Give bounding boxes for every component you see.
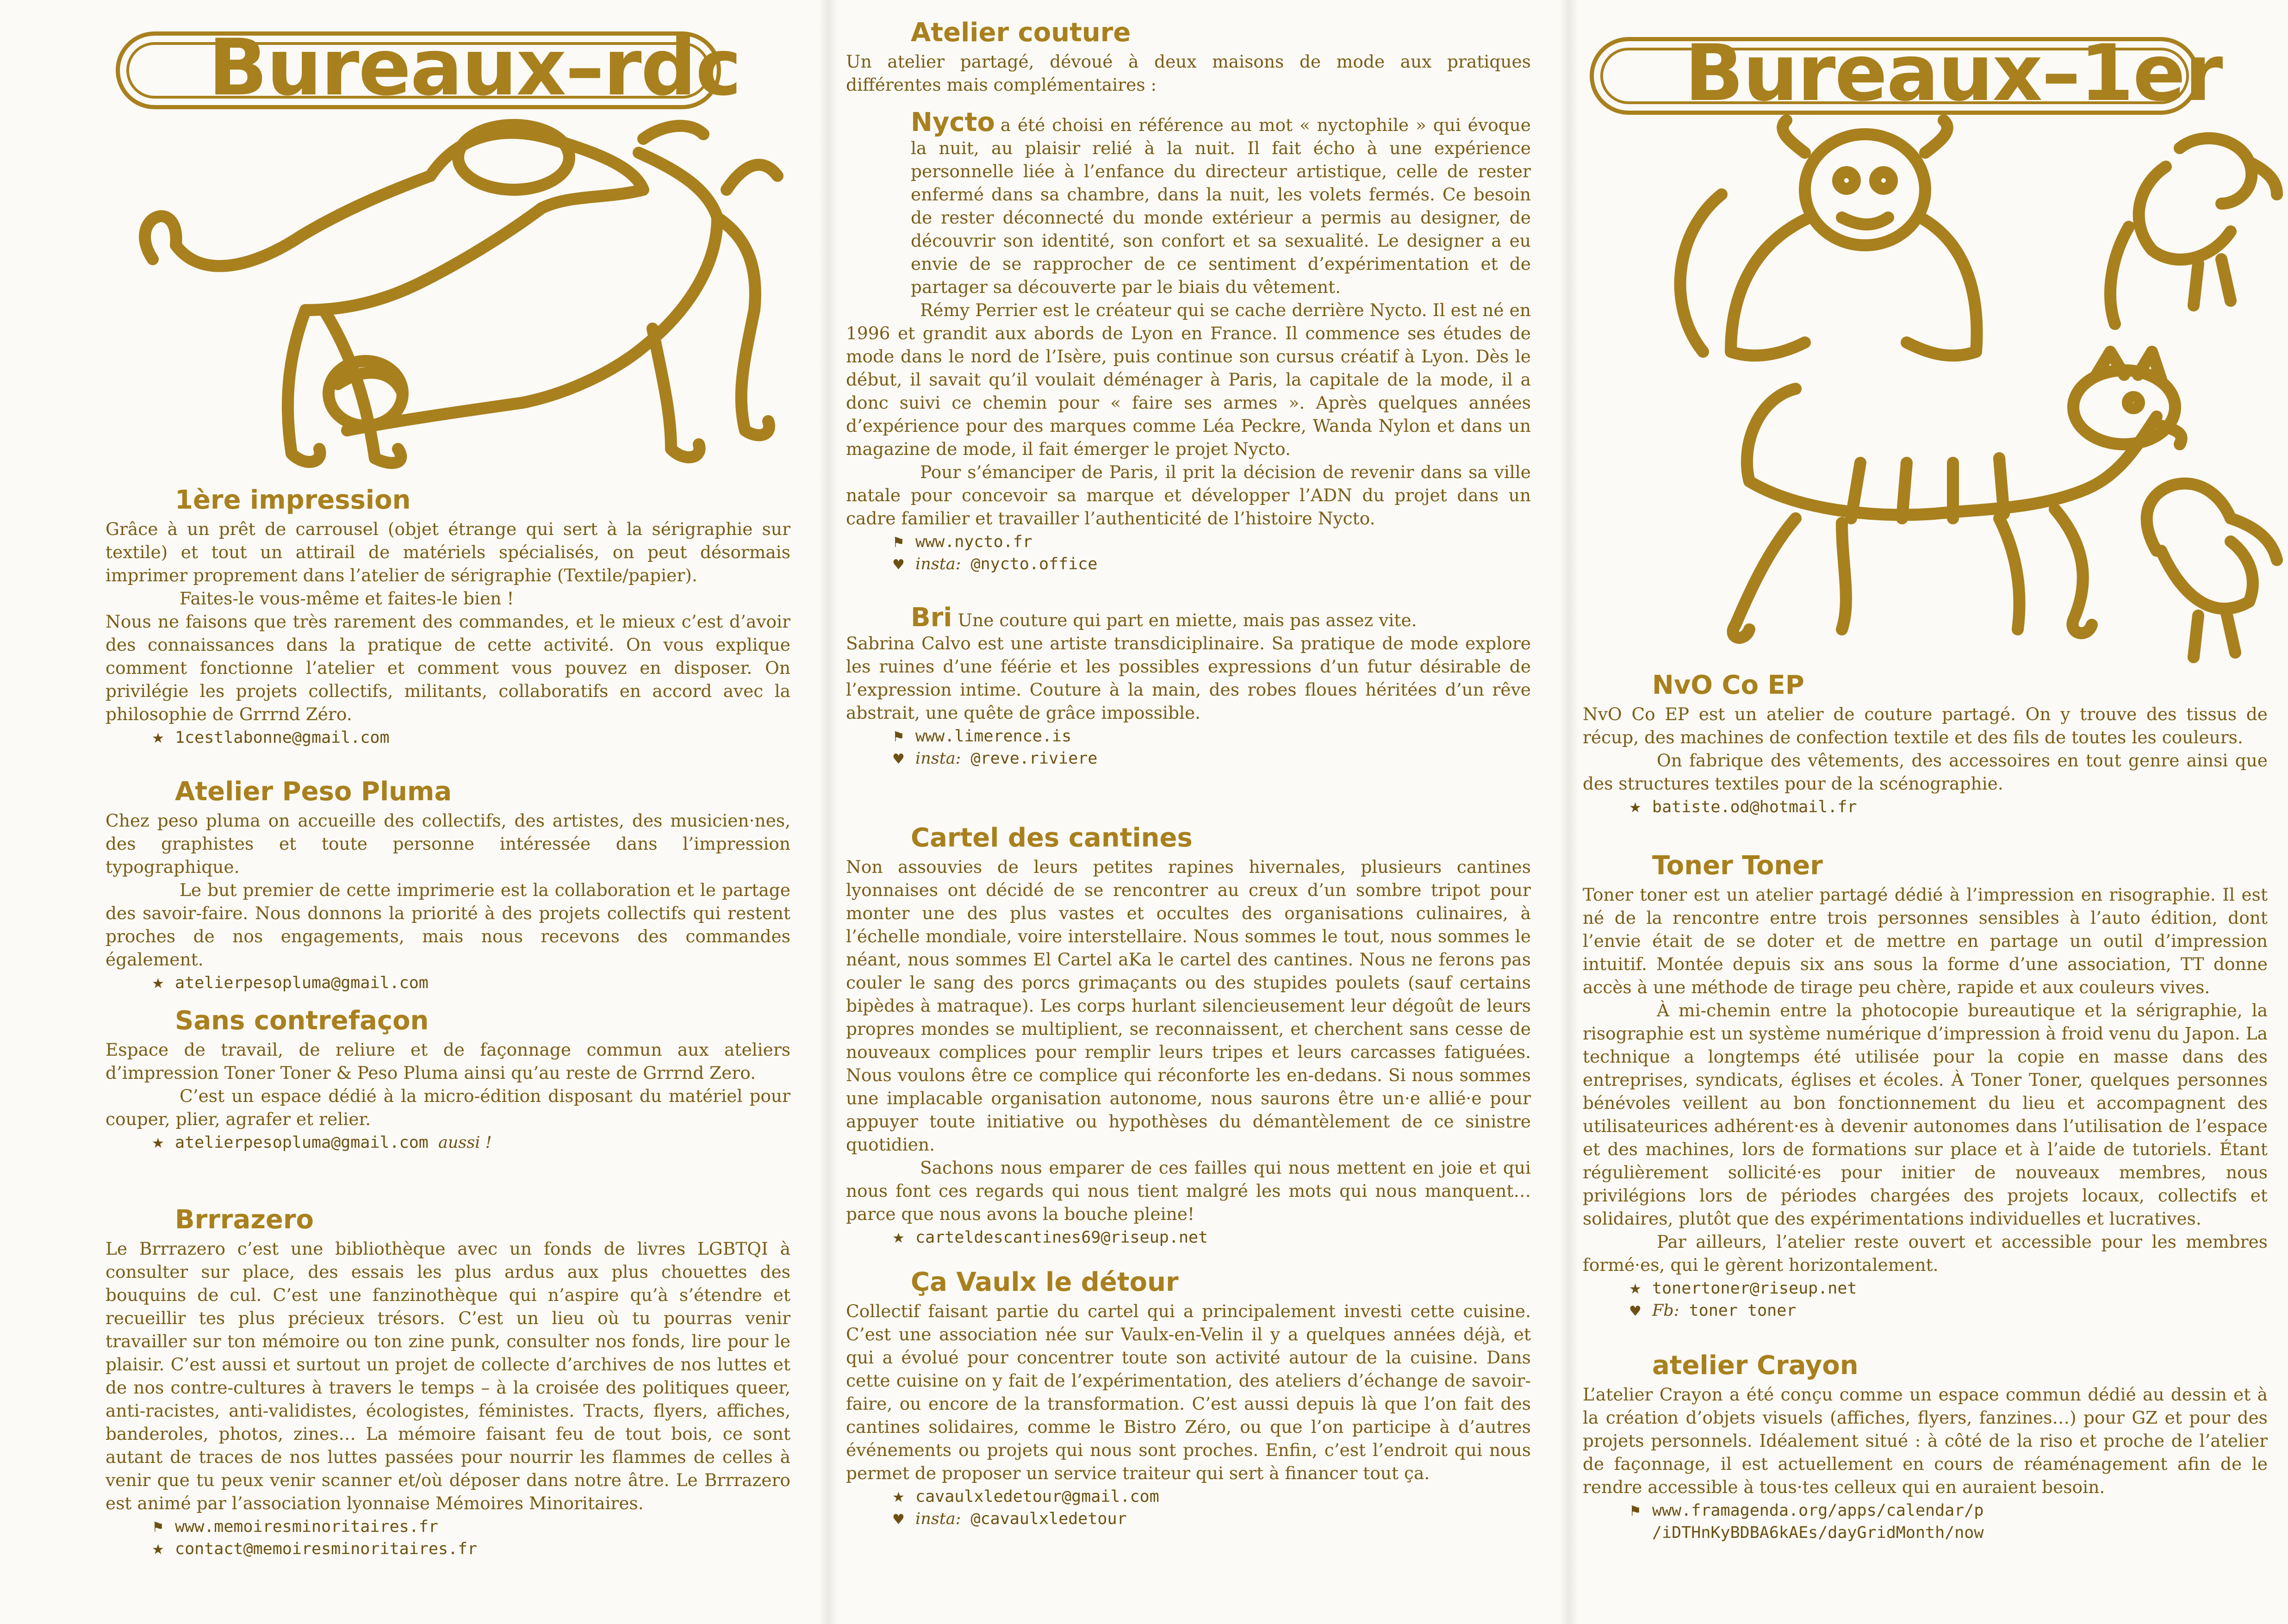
text-nvo-2: On fabrique des vêtements, des accessoires en tout genre ainsi que des structures textiles pour de la scénographie. bbox=[1583, 750, 2268, 794]
text-atelier-couture-intro: Un atelier partagé, dévoué à deux maisons de mode aux pratiques différentes mais complémentaires : bbox=[846, 51, 1531, 95]
star-icon: ★ bbox=[152, 1135, 164, 1151]
section-brrrazero bbox=[106, 1206, 790, 1562]
heading-peso-pluma: Atelier Peso Pluma bbox=[175, 777, 452, 807]
text-nycto-2: Rémy Perrier est le créateur qui se cache derrière Nycto. Il est né en 1996 et grandit aux abords de Lyon en France. Il commence ses études de mode dans le nord de l’Isère, puis continue son cursus créatif à Lyon. Dès le début, il savait qu’il voulait déménager à Paris, la capitale de la mode, il a donc suivi ce chemin pour « faire ses armes ». Après quelques années d’expérience pour des marques comme Léa Peckre, Wanda Nylon et dans un magazine de mode, il fait émerger le projet Nycto. bbox=[846, 300, 1531, 459]
contact-toner[interactable]: ★ tonertoner@riseup.net bbox=[1583, 1276, 2268, 1301]
heart-icon: ♥ bbox=[1629, 1303, 1641, 1319]
star-icon: ★ bbox=[892, 1230, 905, 1246]
heading-1ere-impression: 1ère impression bbox=[175, 485, 411, 515]
text-1ere-impression-2: Faites-le vous-même et faites-le bien ! bbox=[180, 588, 514, 609]
text-1ere-impression-1: Grâce à un prêt de carrousel (objet étrange qui sert à la sérigraphie sur textile) et tout un attirail de matériels spécialisés, on peut désormais imprimer proprement dans l’atelier de sérigraphie (Textile/papier). bbox=[106, 518, 790, 585]
link-brrrazero-web[interactable]: ⚑ www.memoiresminoritaires.fr bbox=[106, 1515, 790, 1540]
contact-sans-contrefacon[interactable]: ★ atelierpesopluma@gmail.com aussi ! bbox=[106, 1131, 790, 1156]
heading-atelier-crayon: atelier Crayon bbox=[1652, 1350, 1859, 1381]
section-nycto bbox=[846, 107, 1531, 577]
link-toner-fb[interactable]: ♥ Fb: toner toner bbox=[1583, 1299, 2268, 1324]
contact-brrrazero[interactable]: ★ contact@memoiresminoritaires.fr bbox=[106, 1537, 790, 1562]
link-ca-vaulx-insta[interactable]: ♥ insta: @cavaulxledetour bbox=[846, 1507, 1531, 1532]
text-cartel-1: Non assouvies de leurs petites rapines hivernales, plusieurs cantines lyonnaises ont décidé de se rencontrer au creux d’un sombre tripot pour monter une des plus vastes et occultes des organisations culinaires, à l’échelle mondiale, voire interstellaire. Nous sommes le tout, nous sommes le néant, nous sommes El Cartel aKa le cartel des cantines. Nous ne ferons pas couler le sang des porcs grimaçants ou des stupides poulets (sauf certains bipèdes à matraque). Les corps hurlant silencieusement leur dégoût de leurs propres mondes se multiplient, se reconnaissent, et cherchent sans cesse de nouveaux complices pour remplir leurs tripes et leurs carcasses fatiguées. Nous voulons être ce complice qui réconforte les en-dedans. Si nous sommes une implacable organisation autonome, nous saurons être un·e allié·e pour appuyer toute initiative ou hypothèses du démantèlement de ce sinistre quotidien. bbox=[846, 856, 1531, 1155]
contact-nvo[interactable]: ★ batiste.od@hotmail.fr bbox=[1583, 795, 2268, 820]
text-nvo-1: NvO Co EP est un atelier de couture partagé. On y trouve des tissus de récup, des machines de confection textile et des fils de toutes les couleurs. bbox=[1583, 703, 2268, 747]
panel-title-right: Bureaux–1er bbox=[1685, 28, 2222, 118]
contact-1ere-impression[interactable]: ★ 1cestlabonne@gmail.com bbox=[106, 726, 790, 751]
flag-icon: ⚑ bbox=[1629, 1503, 1641, 1519]
flag-icon: ⚑ bbox=[152, 1519, 164, 1536]
link-bri-insta[interactable]: ♥ insta: @reve.riviere bbox=[846, 747, 1531, 772]
bulldog-cat-birds-illustration bbox=[1583, 111, 2286, 699]
heading-brrrazero: Brrrazero bbox=[175, 1205, 314, 1235]
heading-sans-contrefacon: Sans contrefaçon bbox=[175, 1006, 429, 1036]
text-toner-1: Toner toner est un atelier partagé dédié à l’impression en risographie. Il est né de la rencontre entre trois personnes sensibles à l’auto édition, dont l’envie était de se doter et de mettre en partage un outil d’impression intuitif. Montée depuis six ans sous la forme d’une association, TT donne accès à une méthode de tirage peu chère, rapide et aux couleurs vives. bbox=[1583, 884, 2268, 997]
section-sans-contrefacon bbox=[106, 1007, 790, 1156]
heart-icon: ♥ bbox=[892, 1511, 905, 1528]
section-cartel-des-cantines bbox=[846, 824, 1531, 1251]
link-crayon-calendar-2[interactable]: /iDTHnKyBDBA6kAEs/dayGridMonth/now bbox=[1652, 1523, 1984, 1542]
section-ca-vaulx-le-detour bbox=[846, 1268, 1531, 1532]
section-1ere-impression bbox=[106, 486, 790, 751]
link-nycto-web[interactable]: ⚑ www.nycto.fr bbox=[846, 530, 1531, 555]
link-crayon-calendar-1[interactable]: ⚑ www.framagenda.org/apps/calendar/p bbox=[1583, 1499, 2268, 1524]
section-atelier-couture bbox=[846, 19, 1531, 96]
text-nycto-1: Nycto a été choisi en référence au mot « nyctophile » qui évoque la nuit, au plaisir relié à la nuit. Il fait écho à une expérience personnelle liée à l’enfance du directeur artistique, celle de rester enfermé dans sa chambre, dans la nuit, les volets fermés. Ce besoin de rester déconnecté du monde extérieur a permis au designer, de découvrir son identité, son confort et sa sexualité. Le designer a eu envie de se rapprocher de ce sentiment d’expérimentation et de partager sa découverte par le biais du vêtement. bbox=[911, 107, 1531, 297]
text-cartel-2: Sachons nous emparer de ces failles qui nous mettent en joie et qui nous font ces regards qui nous tient malgré les mots qui nous manquent… parce que nous avons la bouche pleine! bbox=[846, 1157, 1531, 1224]
star-icon: ★ bbox=[152, 975, 164, 992]
link-bri-web[interactable]: ⚑ www.limerence.is bbox=[846, 724, 1531, 749]
section-peso-pluma bbox=[106, 778, 790, 996]
heart-icon: ♥ bbox=[892, 751, 905, 767]
dogs-illustration bbox=[106, 69, 791, 486]
text-toner-2: À mi-chemin entre la photocopie bureautique et la sérigraphie, la risographie est un système numérique d’impression à froid venu du Japon. La technique a longtemps été utilisée pour la copie en masse dans des entreprises, syndicats, églises et écoles. À Toner Toner, quelques personnes bénévoles veillent au bon fonctionnement du lieu et accompagnent des utilisateurices adhérent·es à devenir autonomes dans l’utilisation de l’espace et des machines, lors de formations sur place et à l’aide de tutoriels. Étant régulièrement sollicité·es pour initier de nouveaux membres, nous privilégions lors de périodes chargées des projets locaux, collectifs et solidaires, plutôt que des expérimentations individuelles et lucratives. bbox=[1583, 1000, 2268, 1229]
star-icon: ★ bbox=[1629, 1281, 1641, 1297]
heading-nvo-co-ep: NvO Co EP bbox=[1652, 670, 1804, 700]
text-nycto-3: Pour s’émanciper de Paris, il prit la décision de revenir dans sa ville natale pour concevoir sa marque et développer l’ADN du projet dans un cadre familier et travailler l’authenticité de l’histoire Nycto. bbox=[846, 462, 1531, 529]
section-bri bbox=[846, 603, 1531, 772]
text-crayon: L’atelier Crayon a été conçu comme un espace commun dédié au dessin et à la création d’objets visuels (affiches, flyers, fanzines…) pour GZ et pour des projets personnels. Idéalement situé : à côté de la riso et proche de l’atelier de façonnage, il est actuellement en cours de réaménagement afin de le rendre accessible à tous·tes celleux qui en auraient besoin. bbox=[1583, 1384, 2268, 1497]
star-icon: ★ bbox=[1629, 799, 1641, 816]
text-peso-pluma-1: Chez peso pluma on accueille des collectifs, des artistes, des musicien·nes, des graphistes et toute personne intéressée dans l’impression typographique. bbox=[106, 810, 790, 877]
name-bri: Bri bbox=[911, 603, 952, 633]
section-toner-toner bbox=[1583, 852, 2268, 1324]
flag-icon: ⚑ bbox=[892, 535, 905, 551]
text-bri-tagline: Bri Une couture qui part en miette, mais pas assez vite. bbox=[911, 603, 1417, 633]
heart-icon: ♥ bbox=[892, 557, 905, 573]
contact-ca-vaulx[interactable]: ★ cavaulxledetour@gmail.com bbox=[846, 1485, 1531, 1510]
text-ca-vaulx: Collectif faisant partie du cartel qui a principalement investi cette cuisine. C’est une association née sur Vaulx-en-Velin il y a quelques années déjà, et qui a évolué pour concentrer toute son activité autour de la cuisine. Dans cette cuisine on y fait de l’expérimentation, des ateliers d’échange de savoir-faire, ou encore de la transformation. C’est aussi depuis là que l’on fait des cantines solidaires, comme le Bistro Zéro, ou que l’on participe à d’autres événements ou projets qui nous sont proches. Enfin, c’est l’endroit qui nous permet de proposer un service traiteur qui sert à financer tout ça. bbox=[846, 1300, 1531, 1483]
text-brrrazero: Le Brrrazero c’est une bibliothèque avec un fonds de livres LGBTQI à consulter sur place, des essais les plus ardus aux plus chouettes des bouquins de cul. C’est une fanzinothèque qui n’aspire qu’à s’étendre et recueillir tes plus précieux trésors. C’est un lieu où tu pourras venir travailler sur ton mémoire ou ton zine punk, consulter nos fonds, lire pour le plaisir. C’est aussi et surtout un projet de collecte d’archives de nos luttes et de nos contre-cultures à travers le temps – à la croisée des politiques queer, anti-racistes, anti-validistes, écologistes, féministes. Tracts, flyers, affiches, banderoles, photos, zines… La mémoire faisant feu de tout bois, ce sont autant de traces de nos luttes passées pour nourrir les flammes de celles à venir que tu peux venir scanner et/où déposer dans notre âtre. Le Brrrazero est animé par l’association lyonnaise Mémoires Minoritaires. bbox=[106, 1238, 790, 1513]
section-atelier-crayon bbox=[1583, 1351, 2268, 1545]
text-sans-contrefacon-1: Espace de travail, de reliure et de façonnage commun aux ateliers d’impression Toner Toner & Peso Pluma ainsi qu’au reste de Grrrnd Zero. bbox=[106, 1039, 790, 1083]
heading-toner-toner: Toner Toner bbox=[1652, 851, 1823, 881]
flag-icon: ⚑ bbox=[892, 729, 905, 745]
star-icon: ★ bbox=[892, 1489, 905, 1506]
star-icon: ★ bbox=[152, 730, 164, 747]
panel-title-left: Bureaux–rdc bbox=[208, 22, 741, 113]
text-peso-pluma-2: Le but premier de cette imprimerie est la collaboration et le partage des savoir-faire. Nous donnons la priorité à des projets collectifs qui restent proches de nos engagements, mais nous recevons des commandes également. bbox=[106, 879, 790, 970]
text-1ere-impression-3: Nous ne faisons que très rarement des commandes, et le mieux c’est d’avoir des connaissances dans la pratique de cette activité. On vous explique comment fonctionne l’atelier et comment vous pouvez en disposer. On privilégie les projets collectifs, militants, collaboratifs en accord avec la philosophie de Grrrnd Zéro. bbox=[106, 611, 790, 724]
contact-cartel[interactable]: ★ carteldescantines69@riseup.net bbox=[846, 1226, 1531, 1251]
text-bri: Sabrina Calvo est une artiste transdiciplinaire. Sa pratique de mode explore les ruines d’une féérie et les possibles expressions d’un futur désirable de l’expression intime. Couture à la main, des robes floues héritées d’un rêve abstrait, une quête de grâce impossible. bbox=[846, 633, 1531, 723]
fold-line-right bbox=[1560, 0, 1578, 1624]
heading-atelier-couture: Atelier couture bbox=[911, 18, 1131, 48]
fold-line-left bbox=[819, 0, 838, 1624]
contact-peso-pluma[interactable]: ★ atelierpesopluma@gmail.com bbox=[106, 971, 790, 996]
star-icon: ★ bbox=[152, 1541, 164, 1558]
heading-cartel-des-cantines: Cartel des cantines bbox=[911, 823, 1193, 853]
name-nycto: Nycto bbox=[911, 107, 995, 137]
text-toner-3: Par ailleurs, l’atelier reste ouvert et accessible pour les membres formé·es, qui le gèrent horizontalement. bbox=[1583, 1231, 2268, 1275]
section-nvo-co-ep bbox=[1583, 671, 2268, 820]
heading-ca-vaulx-le-detour: Ça Vaulx le détour bbox=[911, 1267, 1179, 1297]
link-nycto-insta[interactable]: ♥ insta: @nycto.office bbox=[846, 552, 1531, 577]
text-sans-contrefacon-2: C’est un espace dédié à la micro-édition disposant du matériel pour couper, plier, agrafer et relier. bbox=[106, 1085, 790, 1129]
